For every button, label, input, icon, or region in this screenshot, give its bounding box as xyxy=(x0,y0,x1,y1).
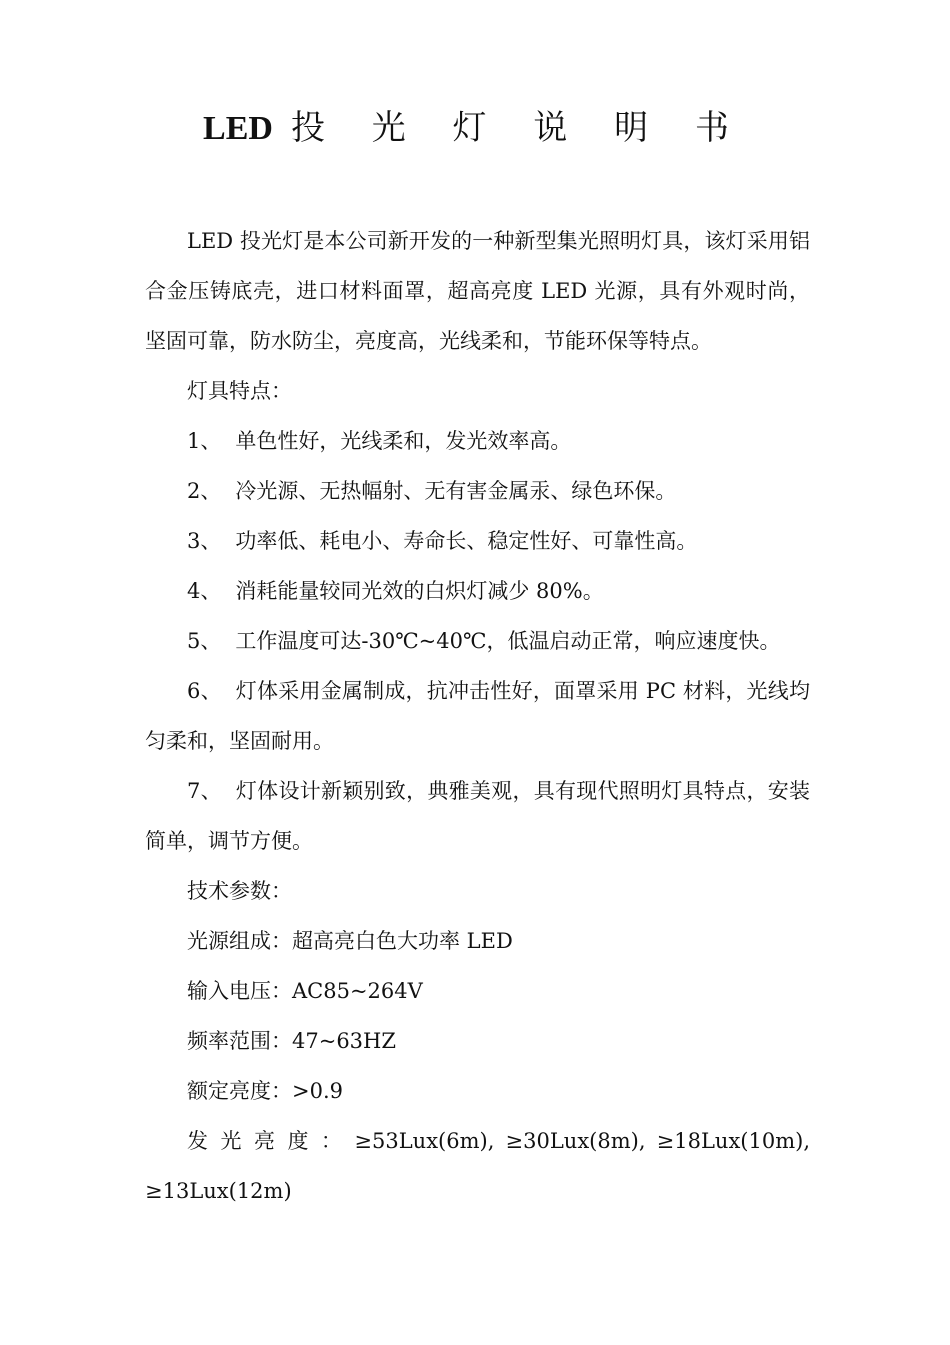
feature-number: 2、 xyxy=(187,479,222,503)
title-latin: LED xyxy=(203,110,273,147)
feature-text: 灯体采用金属制成，抗冲击性好，面罩采用 PC 材料，光线均匀柔和，坚固耐用。 xyxy=(145,679,810,753)
feature-number: 6、 xyxy=(187,679,222,703)
feature-text: 冷光源、无热幅射、无有害金属汞、绿色环保。 xyxy=(235,479,677,503)
feature-item xyxy=(145,516,810,566)
feature-item xyxy=(145,466,810,516)
feature-number: 3、 xyxy=(187,529,222,553)
spec-label: 输入电压： xyxy=(187,979,292,1003)
document-title xyxy=(0,100,950,149)
feature-item xyxy=(145,666,810,766)
spec-row xyxy=(145,966,810,1016)
specs-heading: 技术参数： xyxy=(187,879,292,903)
feature-item xyxy=(145,616,810,666)
feature-text: 工作温度可达-30℃~40℃，低温启动正常，响应速度快。 xyxy=(235,629,781,653)
spec-label: 额定亮度： xyxy=(187,1079,292,1103)
feature-item xyxy=(145,766,810,866)
feature-number: 7、 xyxy=(187,779,222,803)
spec-label: 发光亮度： xyxy=(187,1129,355,1153)
intro-paragraph: LED 投光灯是本公司新开发的一种新型集光照明灯具，该灯采用铝合金压铸底壳，进口材料面罩，超高亮度 LED 光源，具有外观时尚，坚固可靠，防水防尘，亮度高，光线柔和，节能环保等特点。 xyxy=(145,229,810,353)
spec-value: >0.9 xyxy=(292,1079,343,1103)
feature-text: 单色性好，光线柔和，发光效率高。 xyxy=(235,429,572,453)
title-chinese: 投 光 灯 说 明 书 xyxy=(290,108,747,148)
feature-item xyxy=(145,566,810,616)
spec-row xyxy=(145,916,810,966)
spec-value: 47~63HZ xyxy=(292,1029,396,1053)
document-body xyxy=(145,216,810,1216)
spec-row xyxy=(145,1066,810,1116)
spec-value: 超高亮白色大功率 LED xyxy=(292,929,513,953)
spec-value: AC85~264V xyxy=(292,979,423,1003)
feature-text: 消耗能量较同光效的白炽灯减少 80%。 xyxy=(235,579,604,603)
feature-number: 4、 xyxy=(187,579,222,603)
features-heading: 灯具特点： xyxy=(187,379,292,403)
feature-text: 灯体设计新颖别致，典雅美观，具有现代照明灯具特点，安装简单，调节方便。 xyxy=(145,779,810,853)
spec-row xyxy=(145,1016,810,1066)
spec-label: 频率范围： xyxy=(187,1029,292,1053)
spec-label: 光源组成： xyxy=(187,929,292,953)
spec-row xyxy=(145,1116,810,1216)
feature-item xyxy=(145,416,810,466)
feature-number: 1、 xyxy=(187,429,222,453)
feature-text: 功率低、耗电小、寿命长、稳定性好、可靠性高。 xyxy=(235,529,698,553)
feature-number: 5、 xyxy=(187,629,222,653)
spec-value: ≥53Lux(6m), ≥30Lux(8m), ≥18Lux(10m), ≥13Lux(12m) xyxy=(145,1129,810,1203)
